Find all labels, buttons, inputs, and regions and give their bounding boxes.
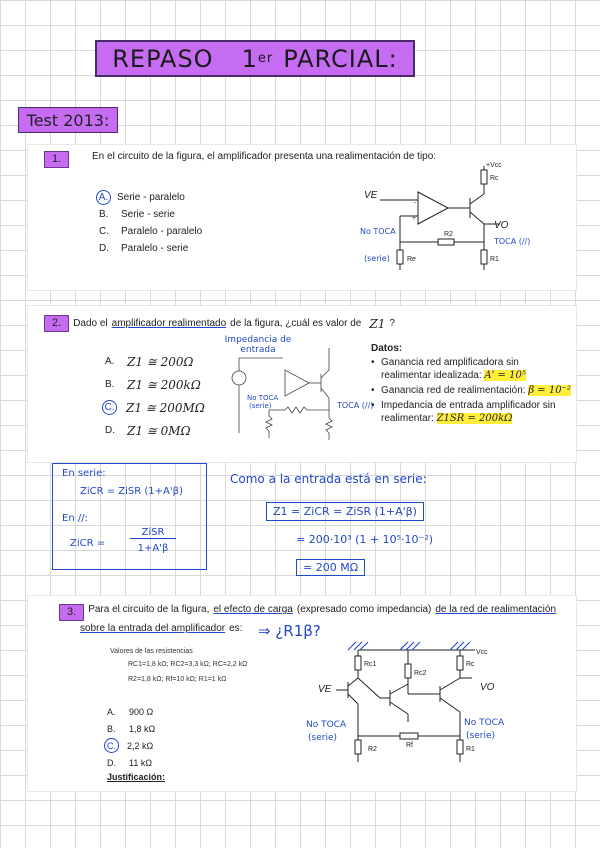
title-part2: PARCIAL: xyxy=(283,44,398,73)
formula-box-line1: En serie: xyxy=(62,468,106,479)
q2-datos xyxy=(371,343,571,425)
q2-dato-3: • Impedancia de entrada amplificador sin realimentar: Z1SR = 200kΩ xyxy=(371,399,571,425)
opamp-symbol xyxy=(418,192,448,224)
q1-note-no-toca: No TOCA xyxy=(360,227,396,236)
formula-box-line2: ZiCR = ZiSR (1+A'β) xyxy=(80,486,183,497)
q3-option-d[interactable]: D. 11 kΩ xyxy=(107,757,153,768)
q1-note-toca: TOCA (//) xyxy=(494,237,531,246)
q3-note-left2: (serie) xyxy=(308,733,337,743)
q3-note-left1: No TOCA xyxy=(306,720,347,730)
q2-datos-title: Datos: xyxy=(371,343,403,354)
q1-option-d[interactable]: D. Paralelo - serie xyxy=(99,243,189,254)
q3-option-a[interactable]: A. 900 Ω xyxy=(107,706,154,717)
q3-text-line1: 3. Para el circuito de la figura, el efecto de carga (expresado como impedancia) de la red de realimentación xyxy=(62,604,556,621)
work-comment: Como a la entrada está en serie: xyxy=(230,472,427,486)
q2-note-serie: (serie) xyxy=(249,402,272,410)
q1-rc-label: Rc xyxy=(490,175,499,182)
q3-rc2-label: Rc2 xyxy=(414,670,427,677)
q3-note-right2: (serie) xyxy=(466,731,495,741)
q1-options xyxy=(99,189,202,257)
q2-note-impedancia: Impedancia de entrada xyxy=(224,335,292,355)
formula-box-den: 1+A'β xyxy=(137,543,169,554)
formula-box-lhs: ZiCR = xyxy=(70,538,106,549)
work-eq2: = 200·10³ (1 + 10⁵·10⁻²) xyxy=(296,533,434,546)
q2-text: 2. Dado el amplificador realimentado de la figura, ¿cuál es valor de Z1 ? xyxy=(44,315,395,332)
q3-circuit-diagram xyxy=(300,632,510,782)
q3-option-c[interactable]: C. 2,2 kΩ xyxy=(107,737,155,754)
q3-rc1-label: Rc1 xyxy=(364,661,377,668)
q2-note-toca: TOCA (//) xyxy=(337,401,374,410)
q3-ground-marks xyxy=(348,642,470,650)
q3-ve-label: VE xyxy=(318,684,332,695)
title-num: 1 xyxy=(241,44,258,73)
q2-options xyxy=(105,350,205,442)
q2-circuit-diagram xyxy=(225,338,374,458)
opamp-symbol xyxy=(285,370,309,396)
q3-number: 3. xyxy=(59,604,84,621)
q2-option-c[interactable]: C. Z1 ≅ 200MΩ xyxy=(105,396,205,419)
q1-option-b[interactable]: B. Serie - serie xyxy=(99,209,175,220)
formula-box-line3: En //: xyxy=(62,513,88,524)
q3-rc-label: Rc xyxy=(466,661,475,668)
q3-note-right1: No TOCA xyxy=(464,718,505,728)
q3-values: Valores de las resistencias RC1=1,8 kΩ; RC2=3,3 kΩ; RC=2,2 kΩ R2=1,8 kΩ; Rf=10 kΩ; R1=1 kΩ xyxy=(110,648,248,683)
q1-vcc-label: +Vcc xyxy=(486,162,502,169)
q2-option-d[interactable]: D. Z1 ≅ 0MΩ xyxy=(105,423,191,438)
q2-option-b[interactable]: B. Z1 ≅ 200kΩ xyxy=(105,377,201,392)
q1-r2-label: R2 xyxy=(444,231,453,238)
formula-box-num: ZiSR xyxy=(130,527,176,539)
q2-number: 2. xyxy=(44,315,69,332)
q3-vo-label: VO xyxy=(480,682,495,693)
q3-justificacion: Justificación: xyxy=(107,772,166,782)
q3-handwritten-note: ⇒ ¿R1β? xyxy=(258,622,321,640)
q1-note-serie: (serie) xyxy=(364,254,390,263)
q1-text: En el circuito de la figura, el amplificador presenta una realimentación de tipo: xyxy=(92,151,437,162)
q1-option-c[interactable]: C. Paralelo - paralelo xyxy=(99,226,203,237)
q3-vcc-label: Vcc xyxy=(476,649,488,656)
work-eq1: Z1 = ZiCR = ZiSR (1+A'β) xyxy=(266,502,424,521)
q1-ve-label: VE xyxy=(364,190,378,201)
svg-text:-: - xyxy=(414,200,417,207)
q3-rf-label: Rf xyxy=(406,742,413,749)
q1-option-a[interactable]: A. Serie - paralelo xyxy=(99,189,202,206)
work-eq3: = 200 MΩ xyxy=(296,559,365,576)
q1-vo-label: VO xyxy=(494,220,509,231)
q2-dato-1: • Ganancia red amplificadora sin realimentar idealizada: A' = 10⁵ xyxy=(371,356,571,382)
svg-text:+: + xyxy=(412,215,417,222)
q1-number: 1. xyxy=(44,149,69,168)
q2-option-a[interactable]: A. Z1 ≅ 200Ω xyxy=(105,354,194,369)
q1-circuit-diagram xyxy=(360,162,560,282)
test-label: Test 2013: xyxy=(18,107,118,133)
q2-note-no-toca: No TOCA xyxy=(247,394,279,402)
q2-dato-2: • Ganancia red de realimentación: β = 10⁻² xyxy=(371,384,571,397)
q3-options xyxy=(107,703,155,771)
q1-r1-label: R1 xyxy=(490,256,499,263)
q3-r2-label: R2 xyxy=(368,746,377,753)
title-sup: er xyxy=(257,51,274,66)
title-part1: REPASO xyxy=(112,44,214,73)
q3-r1-label: R1 xyxy=(466,746,475,753)
q1-re-label: Re xyxy=(407,256,416,263)
q3-option-b[interactable]: B. 1,8 kΩ xyxy=(107,723,156,734)
page-title-banner xyxy=(95,40,415,77)
source-symbol xyxy=(232,371,246,385)
q3-text-line2: sobre la entrada del amplificador es: xyxy=(80,623,243,634)
